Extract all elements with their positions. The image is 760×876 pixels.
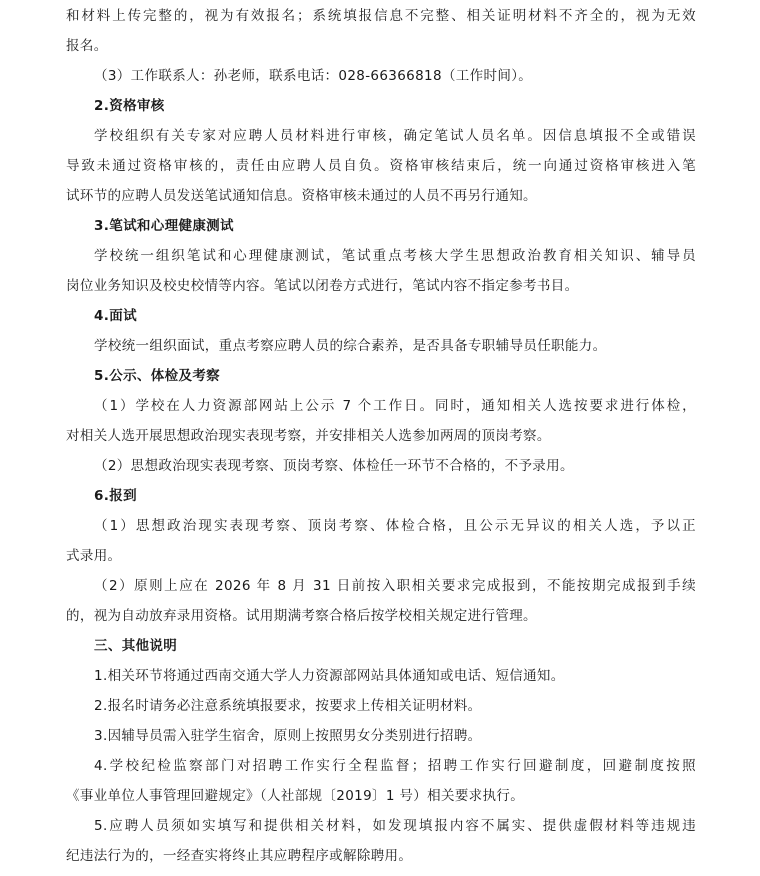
paragraph-line: 学校统一组织笔试和心理健康测试，笔试重点考核大学生思想政治教育相关知识、辅导员 <box>94 248 696 264</box>
paragraph-line: 试环节的应聘人员发送笔试通知信息。资格审核未通过的人员不再另行通知。 <box>66 188 537 204</box>
section-heading: 5.公示、体检及考察 <box>94 368 221 384</box>
paragraph-line: （1）学校在人力资源部网站上公示 7 个工作日。同时，通知相关人选按要求进行体检， <box>94 398 696 414</box>
paragraph-line: 《事业单位人事管理回避规定》（人社部规〔2019〕1 号）相关要求执行。 <box>66 788 525 804</box>
paragraph-line: 导致未通过资格审核的，责任由应聘人员自负。资格审核结束后，统一向通过资格审核进入笔 <box>66 158 696 174</box>
section-heading: 4.面试 <box>94 308 137 324</box>
paragraph-line: （3）工作联系人：孙老师，联系电话：028-66366818（工作时间）。 <box>94 68 533 84</box>
paragraph-line: 学校统一组织面试，重点考察应聘人员的综合素养，是否具备专职辅导员任职能力。 <box>94 338 607 354</box>
paragraph-line: 2.报名时请务必注意系统填报要求，按要求上传相关证明材料。 <box>94 698 482 714</box>
paragraph-line: 报名。 <box>66 38 108 54</box>
paragraph-line: 1.相关环节将通过西南交通大学人力资源部网站具体通知或电话、短信通知。 <box>94 668 565 684</box>
paragraph-line: 对相关人选开展思想政治现实表现考察，并安排相关人选参加两周的顶岗考察。 <box>66 428 551 444</box>
paragraph-line: 纪违法行为的，一经查实将终止其应聘程序或解除聘用。 <box>66 848 413 864</box>
paragraph-line: 岗位业务知识及校史校情等内容。笔试以闭卷方式进行，笔试内容不指定参考书目。 <box>66 278 579 294</box>
section-heading: 三、其他说明 <box>94 638 178 654</box>
paragraph-line: （2）原则上应在 2026 年 8 月 31 日前按入职相关要求完成报到，不能按期完成报到手续 <box>94 578 696 594</box>
section-heading: 2.资格审核 <box>94 98 165 114</box>
paragraph-line: （1）思想政治现实表现考察、顶岗考察、体检合格，且公示无异议的相关人选，予以正 <box>94 518 696 534</box>
paragraph-line: 的，视为自动放弃录用资格。试用期满考察合格后按学校相关规定进行管理。 <box>66 608 537 624</box>
paragraph-line: （2）思想政治现实表现考察、顶岗考察、体检任一环节不合格的，不予录用。 <box>94 458 574 474</box>
paragraph-line: 3.因辅导员需入驻学生宿舍，原则上按照男女分类别进行招聘。 <box>94 728 482 744</box>
paragraph-line: 学校组织有关专家对应聘人员材料进行审核，确定笔试人员名单。因信息填报不全或错误 <box>94 128 696 144</box>
paragraph-line: 和材料上传完整的，视为有效报名；系统填报信息不完整、相关证明材料不齐全的，视为无效 <box>66 8 696 24</box>
section-heading: 3.笔试和心理健康测试 <box>94 218 234 234</box>
paragraph-line: 5.应聘人员须如实填写和提供相关材料，如发现填报内容不属实、提供虚假材料等违规违 <box>94 818 696 834</box>
section-heading: 6.报到 <box>94 488 137 504</box>
paragraph-line: 4.学校纪检监察部门对招聘工作实行全程监督；招聘工作实行回避制度，回避制度按照 <box>94 758 696 774</box>
paragraph-line: 式录用。 <box>66 548 122 564</box>
